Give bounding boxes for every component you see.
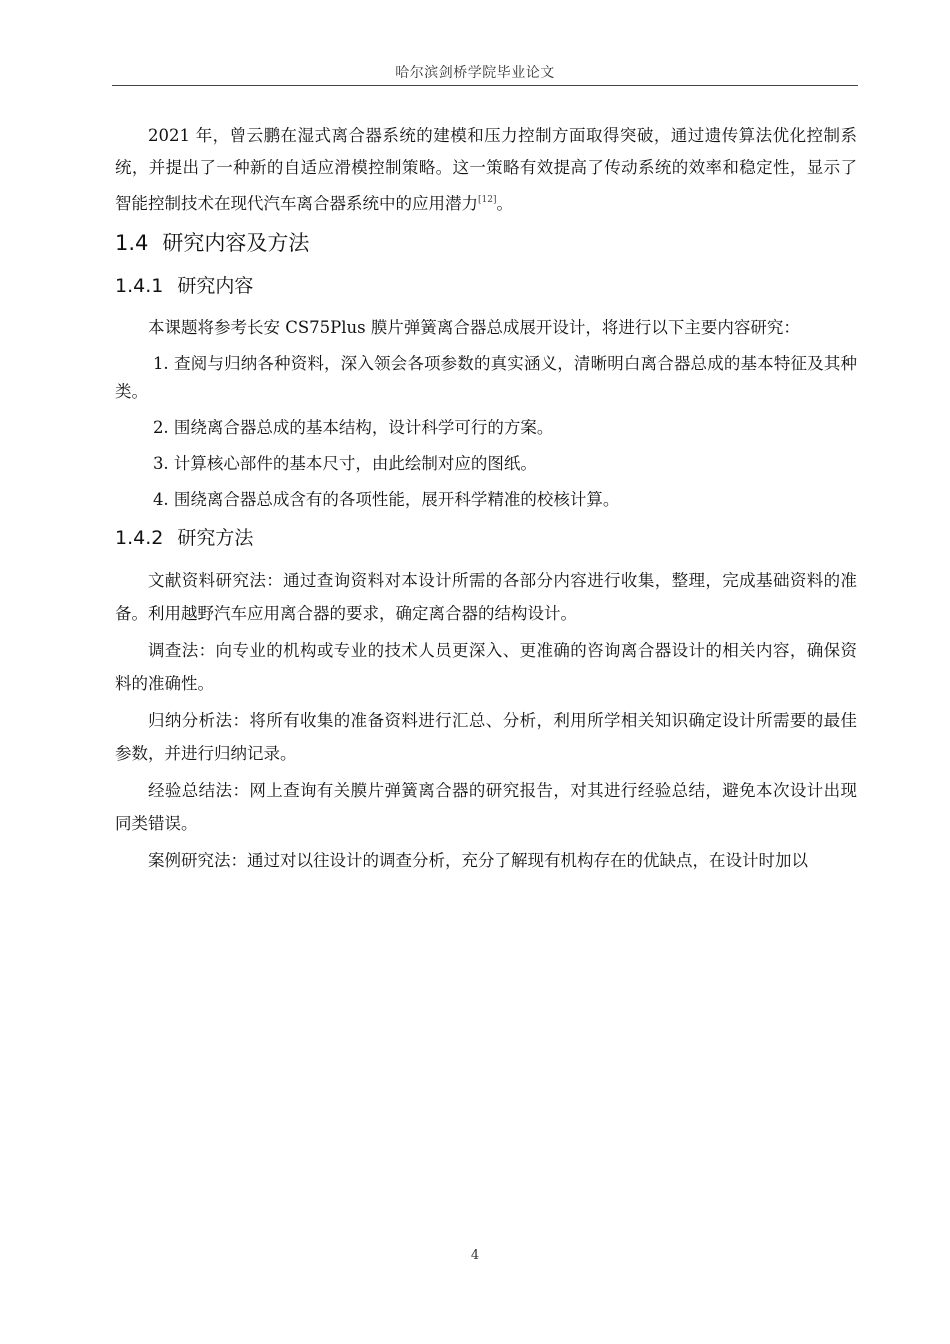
section-1-4-title: 研究内容及方法 [162,231,310,255]
header-rule [112,85,858,86]
running-header: 哈尔滨剑桥学院毕业论文 [395,65,555,81]
intro-paragraph-end: 。 [496,194,513,213]
section-1-4-1-title: 研究内容 [177,275,254,297]
section-1-4-2-number: 1.4.2 [115,527,164,549]
section-1-4-2-title: 研究方法 [177,527,254,549]
section-1-4-heading [115,226,857,260]
method-experience-summary: 经验总结法：网上查询有关膜片弹簧离合器的研究报告，对其进行经验总结，避免本次设计出现同类错误。 [115,781,857,833]
citation-12: [12] [478,195,497,205]
research-content-item-1: 1. 查阅与归纳各种资料，深入领会各项参数的真实涵义，清晰明白离合器总成的基本特征及其种类。 [115,354,857,401]
page-number: 4 [470,1248,480,1263]
method-case-study: 案例研究法：通过对以往设计的调查分析，充分了解现有机构存在的优缺点，在设计时加以 [148,851,808,870]
research-content-item-3: 3. 计算核心部件的基本尺寸，由此绘制对应的图纸。 [152,454,537,473]
method-survey: 调查法：向专业的机构或专业的技术人员更深入、更准确的咨询离合器设计的相关内容，确保资料的准确性。 [115,641,857,693]
research-content-item-4: 4. 围绕离合器总成含有的各项性能，展开科学精准的校核计算。 [152,490,620,509]
page-content [115,120,857,881]
section-1-4-2-heading [115,522,857,554]
method-inductive-analysis: 归纳分析法：将所有收集的准备资料进行汇总、分析，利用所学相关知识确定设计所需要的最佳参数，并进行归纳记录。 [115,711,857,763]
section-1-4-1-number: 1.4.1 [115,275,164,297]
research-content-lead: 本课题将参考长安 CS75Plus 膜片弹簧离合器总成展开设计，将进行以下主要内容研究： [148,318,800,337]
section-1-4-number: 1.4 [115,231,149,255]
method-literature: 文献资料研究法：通过查询资料对本设计所需的各部分内容进行收集，整理，完成基础资料的准备。利用越野汽车应用离合器的要求，确定离合器的结构设计。 [115,571,857,623]
research-content-item-2: 2. 围绕离合器总成的基本结构，设计科学可行的方案。 [152,418,554,437]
intro-paragraph-text: 2021 年，曾云鹏在湿式离合器系统的建模和压力控制方面取得突破，通过遗传算法优化控制系统，并提出了一种新的自适应滑模控制策略。这一策略有效提高了传动系统的效率和稳定性，显示了智能控制技术在现代汽车离合器系统中的应用潜力 [115,126,857,213]
section-1-4-1-heading [115,270,857,302]
intro-paragraph [115,120,857,220]
